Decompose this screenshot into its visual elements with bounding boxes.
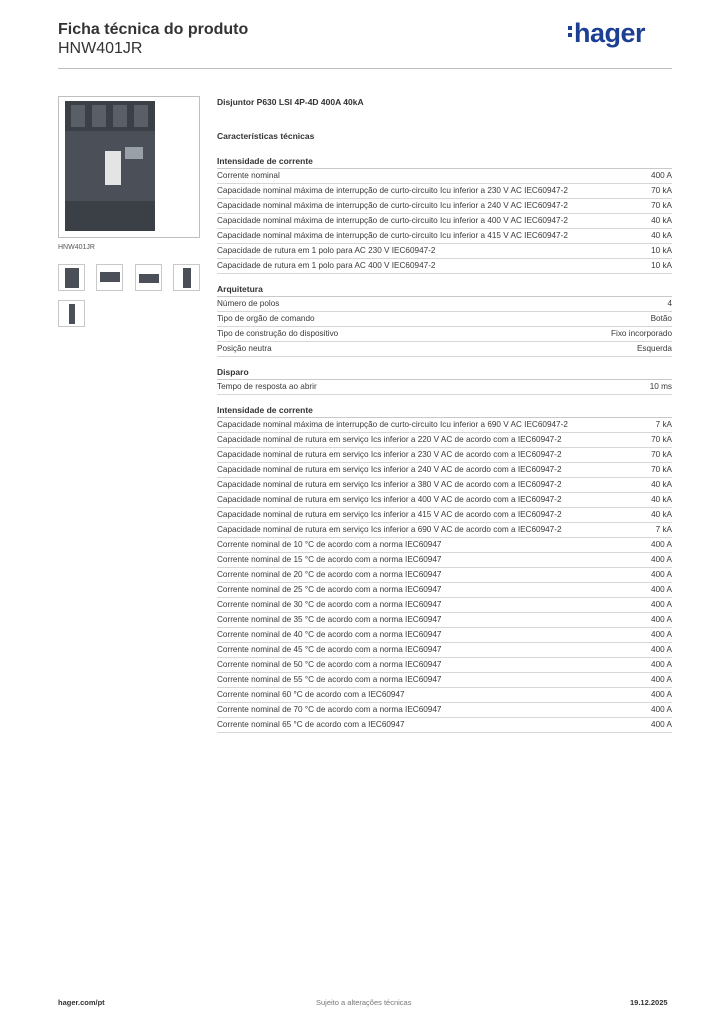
spec-value: 7 kA [655, 525, 672, 534]
spec-label: Corrente nominal de 10 °C de acordo com a norma IEC60947 [217, 540, 442, 549]
spec-label: Corrente nominal 65 °C de acordo com a IEC60947 [217, 720, 405, 729]
spec-label: Corrente nominal de 30 °C de acordo com a norma IEC60947 [217, 600, 442, 609]
spec-label: Corrente nominal de 50 °C de acordo com a norma IEC60947 [217, 660, 442, 669]
product-image[interactable] [58, 96, 200, 238]
spec-row [217, 478, 672, 493]
spec-group-title: Disparo [217, 366, 672, 380]
spec-row [217, 583, 672, 598]
spec-label: Corrente nominal de 70 °C de acordo com a norma IEC60947 [217, 705, 442, 714]
spec-label: Corrente nominal de 35 °C de acordo com a norma IEC60947 [217, 615, 442, 624]
spec-label: Capacidade nominal de rutura em serviço Ics inferior a 415 V AC de acordo com a IEC60947-2 [217, 510, 562, 519]
spec-row [217, 448, 672, 463]
spec-label: Corrente nominal de 45 °C de acordo com a norma IEC60947 [217, 645, 442, 654]
spec-label: Tipo de construção do dispositivo [217, 329, 339, 338]
spec-value: 400 A [651, 600, 672, 609]
spec-label: Corrente nominal de 15 °C de acordo com a norma IEC60947 [217, 555, 442, 564]
spec-row [217, 658, 672, 673]
spec-value: 40 kA [651, 231, 672, 240]
image-caption: HNW401JR [58, 244, 95, 251]
page-header [58, 20, 248, 58]
footer-date: 19.12.2025 [630, 998, 668, 1007]
spec-group-title: Intensidade de corrente [217, 404, 672, 418]
thumbnail-back[interactable] [58, 300, 85, 327]
spec-group-title: Arquitetura [217, 283, 672, 297]
spec-row [217, 342, 672, 357]
spec-value: 400 A [651, 570, 672, 579]
spec-value: 400 A [651, 690, 672, 699]
spec-label: Tipo de orgão de comando [217, 314, 315, 323]
spec-label: Capacidade nominal de rutura em serviço Ics inferior a 240 V AC de acordo com a IEC60947-2 [217, 465, 562, 474]
spec-value: 7 kA [655, 420, 672, 429]
spec-value: Fixo incorporado [611, 329, 672, 338]
spec-row [217, 327, 672, 342]
thumbnail-top[interactable] [96, 264, 123, 291]
spec-row [217, 598, 672, 613]
spec-value: 40 kA [651, 216, 672, 225]
spec-value: 400 A [651, 585, 672, 594]
spec-row [217, 418, 672, 433]
spec-group-title: Intensidade de corrente [217, 155, 672, 169]
spec-value: 70 kA [651, 450, 672, 459]
spec-label: Tempo de resposta ao abrir [217, 382, 317, 391]
spec-row [217, 613, 672, 628]
spec-value: 400 A [651, 675, 672, 684]
spec-row [217, 229, 672, 244]
spec-value: 10 kA [651, 246, 672, 255]
spec-group-current-extended [217, 404, 672, 733]
spec-value: 400 A [651, 555, 672, 564]
spec-group-architecture [217, 283, 672, 357]
product-reference: HNW401JR [58, 40, 143, 57]
spec-row [217, 673, 672, 688]
spec-label: Capacidade de rutura em 1 polo para AC 400 V IEC60947-2 [217, 261, 436, 270]
circuit-breaker-illustration [65, 101, 155, 231]
spec-label: Capacidade nominal máxima de interrupção de curto-circuito Icu inferior a 230 V AC IEC60947-2 [217, 186, 568, 195]
footer-notice: Sujeito a alterações técnicas [316, 998, 412, 1007]
spec-label: Corrente nominal [217, 171, 280, 180]
spec-label: Capacidade de rutura em 1 polo para AC 230 V IEC60947-2 [217, 246, 436, 255]
section-title: Características técnicas [217, 131, 315, 141]
spec-row [217, 703, 672, 718]
specifications-table [217, 155, 672, 742]
thumbnail-side[interactable] [173, 264, 200, 291]
spec-row [217, 718, 672, 733]
spec-label: Corrente nominal de 40 °C de acordo com a norma IEC60947 [217, 630, 442, 639]
spec-row [217, 312, 672, 327]
spec-row [217, 244, 672, 259]
spec-value: 400 A [651, 720, 672, 729]
spec-value: 400 A [651, 660, 672, 669]
spec-value: 400 A [651, 705, 672, 714]
spec-label: Posição neutra [217, 344, 272, 353]
spec-label: Capacidade nominal de rutura em serviço Ics inferior a 690 V AC de acordo com a IEC60947-2 [217, 525, 562, 534]
spec-label: Capacidade nominal de rutura em serviço Ics inferior a 380 V AC de acordo com a IEC60947-2 [217, 480, 562, 489]
spec-row [217, 553, 672, 568]
spec-row [217, 463, 672, 478]
spec-row [217, 380, 672, 395]
spec-label: Capacidade nominal máxima de interrupção de curto-circuito Icu inferior a 400 V AC IEC60947-2 [217, 216, 568, 225]
spec-label: Número de polos [217, 299, 280, 308]
hager-logo [568, 18, 645, 49]
spec-value: 4 [667, 299, 672, 308]
spec-label: Corrente nominal de 25 °C de acordo com a norma IEC60947 [217, 585, 442, 594]
logo-text: hager [574, 18, 646, 48]
spec-row [217, 433, 672, 448]
spec-row [217, 297, 672, 312]
logo-dots-icon [568, 23, 572, 40]
spec-value: Botão [650, 314, 672, 323]
spec-value: 10 kA [651, 261, 672, 270]
spec-row [217, 568, 672, 583]
spec-row [217, 493, 672, 508]
spec-row [217, 523, 672, 538]
spec-group-tripping [217, 366, 672, 395]
spec-value: 70 kA [651, 465, 672, 474]
spec-label: Corrente nominal 60 °C de acordo com a IEC60947 [217, 690, 405, 699]
spec-row [217, 628, 672, 643]
spec-value: 70 kA [651, 186, 672, 195]
page-title: Ficha técnica do produto [58, 21, 249, 38]
spec-row [217, 259, 672, 274]
spec-row [217, 643, 672, 658]
spec-row [217, 538, 672, 553]
spec-row [217, 169, 672, 184]
spec-value: Esquerda [636, 344, 672, 353]
product-name: Disjuntor P630 LSI 4P-4D 400A 40kA [217, 97, 364, 107]
spec-row [217, 688, 672, 703]
spec-value: 10 ms [649, 382, 672, 391]
header-divider [58, 68, 672, 69]
spec-label: Capacidade nominal de rutura em serviço Ics inferior a 230 V AC de acordo com a IEC60947-2 [217, 450, 562, 459]
spec-row [217, 214, 672, 229]
footer-website-link[interactable]: hager.com/pt [58, 998, 105, 1007]
spec-value: 40 kA [651, 510, 672, 519]
spec-row [217, 184, 672, 199]
spec-row [217, 199, 672, 214]
spec-group-current [217, 155, 672, 274]
spec-label: Capacidade nominal máxima de interrupção de curto-circuito Icu inferior a 240 V AC IEC60947-2 [217, 201, 568, 210]
spec-value: 40 kA [651, 480, 672, 489]
spec-value: 400 A [651, 171, 672, 180]
spec-value: 70 kA [651, 435, 672, 444]
spec-label: Corrente nominal de 55 °C de acordo com a norma IEC60947 [217, 675, 442, 684]
spec-label: Capacidade nominal máxima de interrupção de curto-circuito Icu inferior a 415 V AC IEC60947-2 [217, 231, 568, 240]
spec-value: 400 A [651, 540, 672, 549]
spec-label: Capacidade nominal de rutura em serviço Ics inferior a 220 V AC de acordo com a IEC60947-2 [217, 435, 562, 444]
spec-value: 400 A [651, 645, 672, 654]
spec-label: Capacidade nominal de rutura em serviço Ics inferior a 400 V AC de acordo com a IEC60947-2 [217, 495, 562, 504]
thumbnail-front[interactable] [58, 264, 85, 291]
spec-row [217, 508, 672, 523]
spec-value: 400 A [651, 615, 672, 624]
spec-value: 40 kA [651, 495, 672, 504]
spec-label: Capacidade nominal máxima de interrupção de curto-circuito Icu inferior a 690 V AC IEC60947-2 [217, 420, 568, 429]
thumbnail-bottom[interactable] [135, 264, 162, 291]
spec-label: Corrente nominal de 20 °C de acordo com a norma IEC60947 [217, 570, 442, 579]
spec-value: 400 A [651, 630, 672, 639]
spec-value: 70 kA [651, 201, 672, 210]
